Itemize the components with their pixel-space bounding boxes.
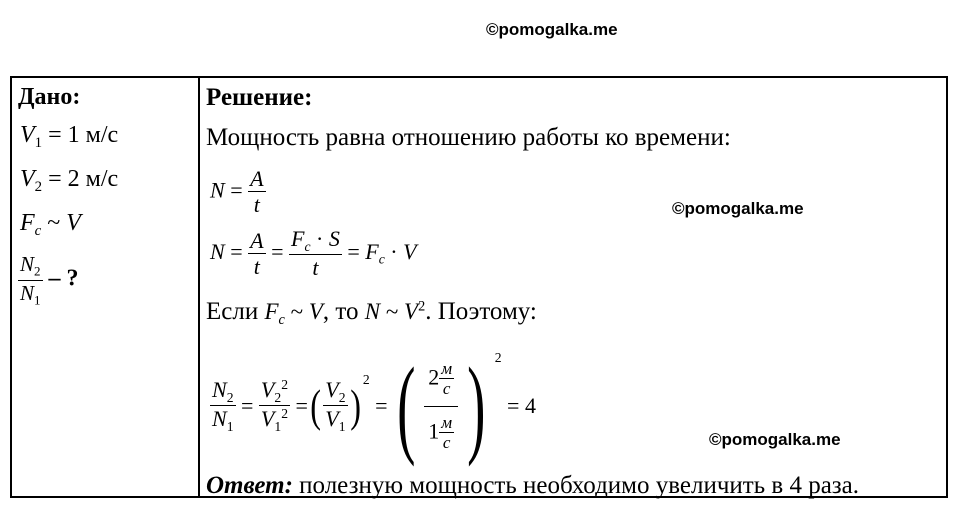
column-divider (198, 78, 200, 496)
answer-text: полезную мощность необходимо увеличить в 4 раза. (299, 472, 860, 499)
watermark-bottom: ©pomogalka.me (709, 430, 841, 449)
given-v2-value: = 2 м/с (48, 166, 119, 192)
if-word: Если (206, 298, 259, 325)
therefore-word: . Поэтому: (425, 298, 537, 325)
given-fc-proportional: $F_c$ ~ V (20, 210, 81, 240)
given-v1: $V_1 = 1$ м/с (20, 122, 119, 152)
solution-table (10, 76, 948, 498)
formula-power: N = $\frac{A}{t}$ (210, 166, 264, 218)
given-question: $\frac{N_2}{N_1}$ – ? (20, 252, 79, 308)
answer-line (206, 472, 859, 500)
given-v2: $V_2 = 2$ м/с (20, 166, 119, 196)
question-mark: – ? (48, 265, 79, 292)
proportionality-statement: Если $F_c$ ~ V, то N ~ $V^2$. Поэтому: (206, 298, 537, 328)
solution-heading: Решение: (206, 84, 313, 111)
given-v1-value: = 1 м/с (48, 122, 119, 148)
formula-ratio: $\frac{N_2}{N_1}$ = $\frac{V_2^2}{V_1^2}$ = ( $\frac{V_2}{V_1}$ ) $^2$ = ( 2 $\frac{м}{с}$ 1 $\frac{м}{с}$ ) $^2$ = 4 (212, 344, 536, 467)
formula-power-force: N = $\frac{A}{t}$ = $\frac{F_c \cdot S}{t}$ = $F_c \cdot V$ (210, 226, 417, 281)
given-heading: Дано: (18, 84, 81, 110)
then-word: , то (322, 298, 359, 325)
watermark-top: ©pomogalka.me (486, 20, 618, 39)
answer-label: Ответ: (206, 472, 293, 499)
ratio-result: = 4 (507, 393, 536, 418)
watermark-middle: ©pomogalka.me (672, 199, 804, 218)
solution-intro: Мощность равна отношению работы ко времени: (206, 124, 731, 151)
